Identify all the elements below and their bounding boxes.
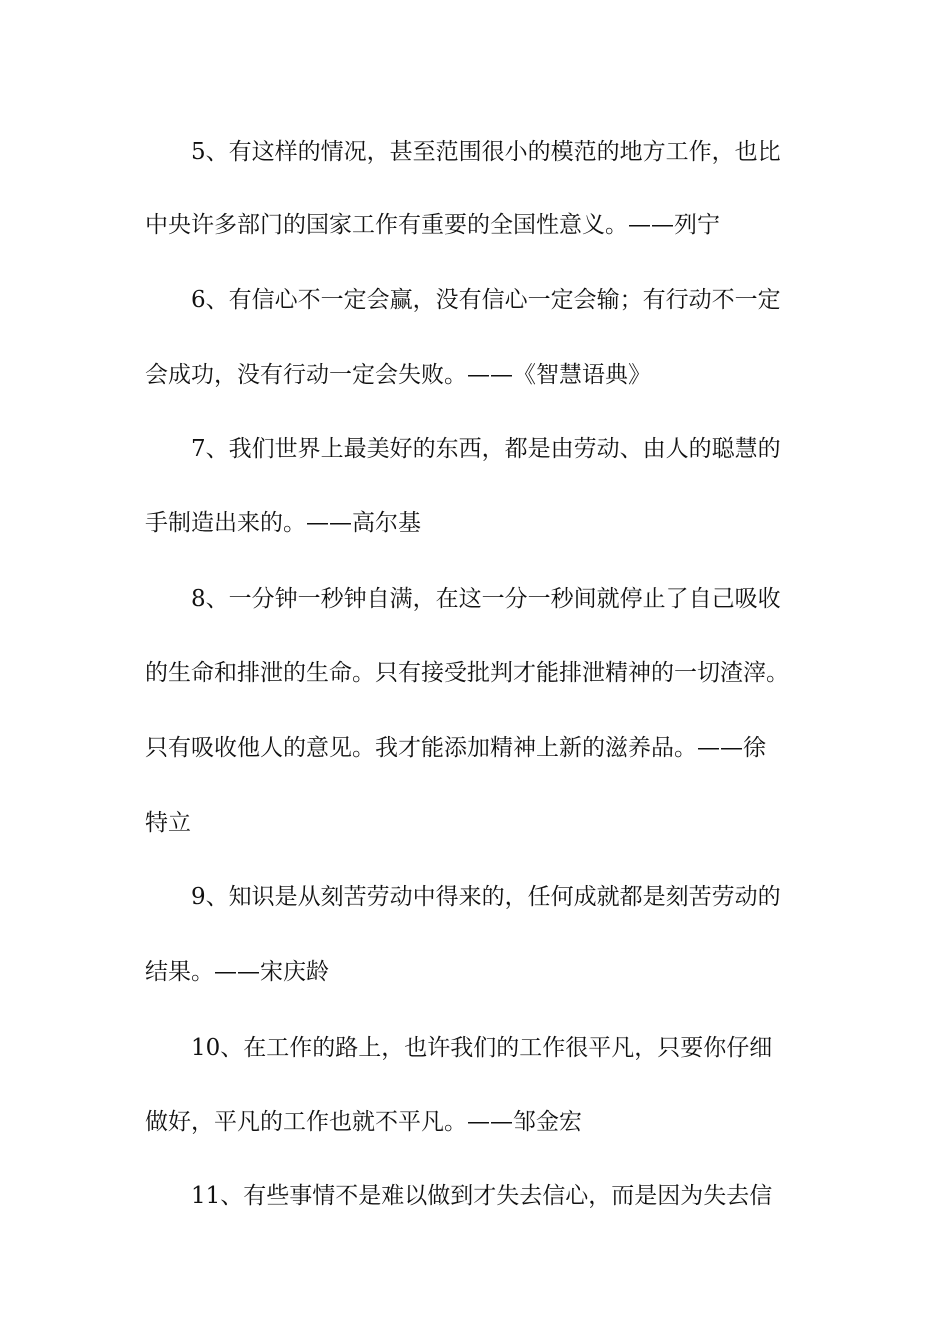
quote-6-line-2: 会成功，没有行动一定会失败。——《智慧语典》 — [145, 362, 651, 388]
quote-9-line-2: 结果。——宋庆龄 — [145, 959, 329, 985]
quote-8-line-2: 的生命和排泄的生命。只有接受批判才能排泄精神的一切渣滓。 — [145, 660, 789, 686]
quote-8-line-4: 特立 — [145, 810, 191, 836]
quote-8-line-1: 8、一分钟一秒钟自满，在这一分一秒间就停止了自己吸收 — [191, 586, 781, 612]
quote-7-line-2: 手制造出来的。——高尔基 — [145, 510, 421, 536]
quote-8-line-3: 只有吸收他人的意见。我才能添加精神上新的滋养品。——徐 — [145, 735, 766, 761]
quote-5-line-1: 5、有这样的情况，甚至范围很小的模范的地方工作，也比 — [191, 139, 781, 165]
quote-11-line-1: 11、有些事情不是难以做到才失去信心，而是因为失去信 — [191, 1183, 773, 1209]
quote-7-line-1: 7、我们世界上最美好的东西，都是由劳动、由人的聪慧的 — [191, 436, 781, 462]
quote-10-line-2: 做好，平凡的工作也就不平凡。——邹金宏 — [145, 1109, 582, 1135]
quote-6-line-1: 6、有信心不一定会赢，没有信心一定会输；有行动不一定 — [191, 287, 781, 313]
quote-9-line-1: 9、知识是从刻苦劳动中得来的，任何成就都是刻苦劳动的 — [191, 884, 781, 910]
quote-5-line-2: 中央许多部门的国家工作有重要的全国性意义。——列宁 — [145, 212, 720, 238]
quote-10-line-1: 10、在工作的路上，也许我们的工作很平凡，只要你仔细 — [191, 1035, 773, 1061]
